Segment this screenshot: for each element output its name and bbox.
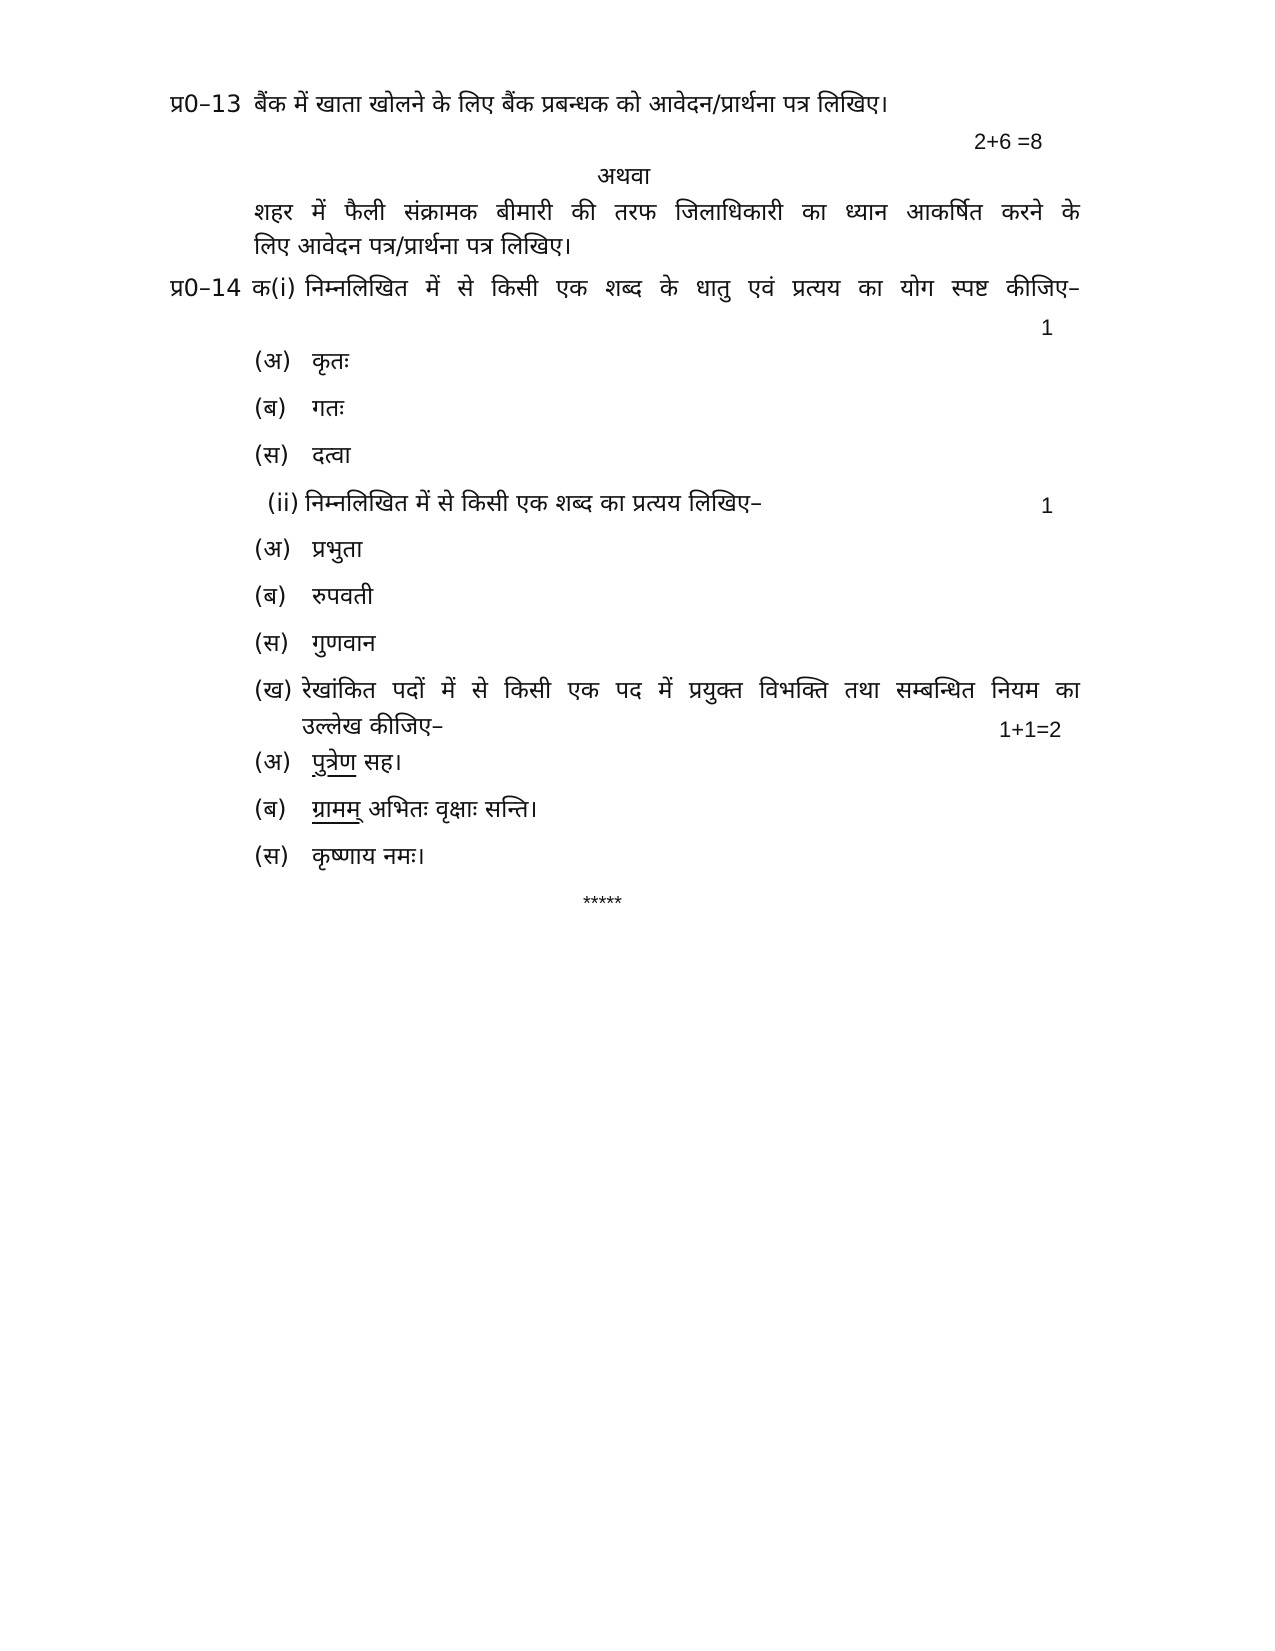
q14-part-ii-marks — [1041, 490, 1053, 522]
q14-part-kha-label: (ख) — [254, 676, 293, 704]
option-text — [312, 746, 402, 778]
option-rest: सह। — [356, 748, 402, 776]
q14-part-ka-i-marks — [1041, 312, 1053, 344]
option-text — [312, 840, 425, 872]
q14-part-ka-i-label-text: क(i) — [252, 274, 296, 302]
q13-alt-line1: शहर में फैली संक्रामक बीमारी की तरफ जिलाधिकारी का ध्यान आकर्षित करने के — [254, 198, 1080, 226]
option-rest: कृष्णाय नमः। — [312, 842, 425, 870]
option-label: (स) — [254, 842, 289, 870]
q14-part-ka-i-marks-text: 1 — [1041, 315, 1054, 340]
q14-part-ii-marks-text: 1 — [1041, 493, 1054, 518]
option-text: रुपवती — [312, 582, 374, 610]
option-text: प्रभुता — [312, 535, 363, 563]
option-label: (अ) — [254, 748, 292, 776]
option-text — [312, 793, 538, 825]
option-rest: अभितः वृक्षाः सन्ति। — [360, 795, 538, 823]
q14-part-kha-marks — [999, 714, 1061, 746]
q14-number — [170, 272, 241, 304]
option-text: कृतः — [312, 347, 349, 375]
option-text: दत्वा — [312, 441, 351, 469]
option-text: गतः — [312, 394, 345, 422]
or-text: अथवा — [597, 162, 651, 190]
option-label: (ब) — [254, 795, 287, 823]
underlined-word: ग्रामम् — [312, 795, 361, 823]
q13-marks-text: 2+6 =8 — [974, 129, 1043, 154]
q13-alt-line2-text: लिए आवेदन पत्र/प्रार्थना पत्र लिखिए। — [254, 232, 572, 260]
option-label: (अ) — [254, 535, 292, 563]
q13-number-text: प्र0–13 — [170, 90, 242, 118]
q13-alt-line2 — [254, 230, 572, 262]
q14-part-ii-text: निम्नलिखित में से किसी एक शब्द का प्रत्यय लिखिए– — [305, 489, 763, 517]
option-label: (स) — [254, 629, 289, 657]
q13-marks — [974, 126, 1043, 158]
q13-number — [170, 88, 241, 120]
q14-part-kha-marks-text: 1+1=2 — [999, 717, 1062, 742]
q14-part-ii-label: (ii) — [267, 489, 300, 517]
option-label: (अ) — [254, 347, 292, 375]
q13-text — [254, 88, 888, 120]
option-label: (स) — [254, 441, 289, 469]
q13-question: बैंक में खाता खोलने के लिए बैंक प्रबन्धक को आवेदन/प्रार्थना पत्र लिखिए। — [254, 90, 889, 118]
q14-part-ka-i-label — [252, 272, 296, 304]
q14-number-text: प्र0–14 — [170, 274, 242, 302]
q14-part-kha-line1: रेखांकित पदों में से किसी एक पद में प्रयुक्त विभक्ति तथा सम्बन्धित नियम का — [302, 676, 1080, 704]
q14-part-ka-i-text: निम्नलिखित में से किसी एक शब्द के धातु एवं प्रत्यय का योग स्पष्ट कीजिए– — [305, 274, 1080, 302]
option-text: गुणवान — [312, 629, 376, 657]
end-marker — [583, 888, 622, 920]
q13-or-label — [597, 160, 650, 192]
q14-part-kha-line2: उल्लेख कीजिए– — [302, 712, 444, 740]
option-label: (ब) — [254, 394, 287, 422]
end-marker-text: ***** — [583, 893, 622, 915]
option-label: (ब) — [254, 582, 287, 610]
underlined-word: पुत्रेण — [312, 748, 357, 776]
